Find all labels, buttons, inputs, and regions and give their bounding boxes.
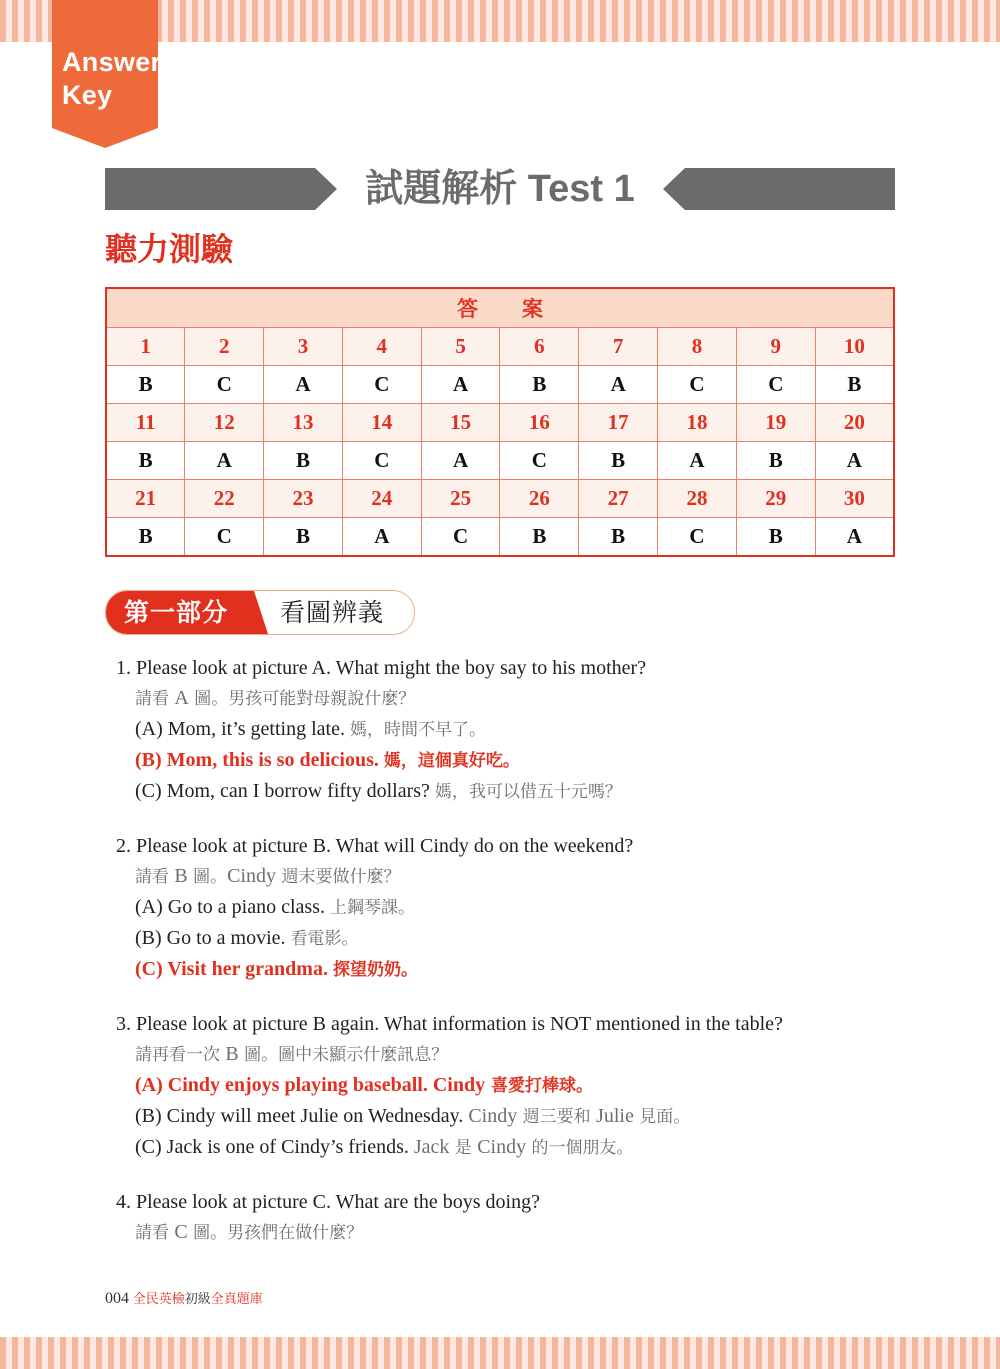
answer-letter: B bbox=[106, 442, 185, 480]
answer-letter: A bbox=[658, 442, 737, 480]
question-number: 7 bbox=[579, 328, 658, 366]
option-translation: 週三要和 bbox=[517, 1107, 597, 1127]
bottom-stripe-border bbox=[0, 1337, 1000, 1369]
answer-letter: A bbox=[815, 518, 894, 557]
question-number: 13 bbox=[264, 404, 343, 442]
option-translation: 媽，時間不早了。 bbox=[349, 720, 486, 740]
question-number: 14 bbox=[342, 404, 421, 442]
option-text: (A) Mom, it’s getting late. bbox=[135, 718, 350, 740]
option-translation: 喜愛打棒球。 bbox=[485, 1076, 594, 1096]
option-line-correct bbox=[116, 954, 936, 985]
question-text: 1. Please look at picture A. What might the boy say to his mother? bbox=[116, 657, 647, 679]
question-number: 4 bbox=[342, 328, 421, 366]
answer-key-line2: Key bbox=[62, 80, 113, 110]
option-translation: 上鋼琴課。 bbox=[329, 898, 415, 918]
footer-book-title-part1: 全民英檢 bbox=[132, 1292, 185, 1307]
answer-table bbox=[105, 287, 895, 557]
question-number: 6 bbox=[500, 328, 579, 366]
question-translation bbox=[116, 1039, 936, 1070]
question-number: 28 bbox=[658, 480, 737, 518]
answer-letter: B bbox=[736, 442, 815, 480]
option-line bbox=[116, 892, 936, 923]
answer-letter: A bbox=[264, 366, 343, 404]
question-number: 5 bbox=[421, 328, 500, 366]
translation-letter: B bbox=[174, 865, 188, 887]
footer-book-title-part3: 全真題庫 bbox=[210, 1292, 263, 1307]
title-arrow-left bbox=[105, 168, 337, 210]
answer-letter: C bbox=[342, 366, 421, 404]
answer-letter: B bbox=[106, 366, 185, 404]
answer-letter: B bbox=[815, 366, 894, 404]
translation-letter: C bbox=[174, 1221, 188, 1243]
title-arrow-right bbox=[663, 168, 895, 210]
question-number: 1 bbox=[106, 328, 185, 366]
question-block bbox=[116, 1187, 936, 1248]
option-text: (C) Visit her grandma. bbox=[135, 958, 333, 980]
answer-letter: C bbox=[421, 518, 500, 557]
question-text: 4. Please look at picture C. What are the boys doing? bbox=[116, 1191, 540, 1213]
answer-letter: C bbox=[736, 366, 815, 404]
answer-letter: B bbox=[264, 518, 343, 557]
question-number: 22 bbox=[185, 480, 264, 518]
table-row-answers bbox=[106, 518, 894, 557]
answer-letter: A bbox=[579, 366, 658, 404]
answer-letter: B bbox=[500, 518, 579, 557]
question-number: 16 bbox=[500, 404, 579, 442]
option-line bbox=[116, 776, 936, 807]
option-translation: 見面。 bbox=[633, 1107, 691, 1127]
part-heading-pill bbox=[105, 590, 415, 635]
answer-letter: B bbox=[106, 518, 185, 557]
option-translation-name: Julie bbox=[596, 1105, 634, 1127]
translation-text: 請看 bbox=[135, 867, 175, 887]
answer-letter: A bbox=[815, 442, 894, 480]
option-text: (B) Mom, this is so delicious. bbox=[135, 749, 384, 771]
option-text: (A) Go to a piano class. bbox=[135, 896, 330, 918]
translation-text: 週末要做什麼？ bbox=[276, 867, 401, 887]
question-number: 25 bbox=[421, 480, 500, 518]
option-translation-name: Cindy bbox=[477, 1136, 527, 1158]
answer-letter: B bbox=[500, 366, 579, 404]
question-translation bbox=[116, 1217, 936, 1248]
question-translation bbox=[116, 683, 936, 714]
table-row-numbers bbox=[106, 480, 894, 518]
translation-letter: A bbox=[174, 687, 189, 709]
question-number: 19 bbox=[736, 404, 815, 442]
translation-text: 圖。 bbox=[187, 867, 228, 887]
option-translation: 媽，我可以借五十元嗎？ bbox=[434, 782, 622, 802]
question-number: 12 bbox=[185, 404, 264, 442]
page-number: 004 bbox=[105, 1290, 129, 1307]
answer-letter: A bbox=[421, 366, 500, 404]
part-title-label: 看圖辨義 bbox=[280, 598, 385, 627]
question-number: 8 bbox=[658, 328, 737, 366]
table-row-answers bbox=[106, 442, 894, 480]
answer-table-header: 答案 bbox=[106, 288, 894, 328]
question-translation bbox=[116, 861, 936, 892]
question-number: 21 bbox=[106, 480, 185, 518]
translation-name: Cindy bbox=[227, 865, 277, 887]
question-number: 17 bbox=[579, 404, 658, 442]
answer-letter: A bbox=[342, 518, 421, 557]
answer-letter: A bbox=[421, 442, 500, 480]
answer-letter: C bbox=[185, 518, 264, 557]
translation-text: 圖。男孩們在做什麼？ bbox=[187, 1223, 364, 1243]
option-line-correct bbox=[116, 745, 936, 776]
page-title: 試題解析 Test 1 bbox=[365, 168, 635, 210]
question-number: 10 bbox=[815, 328, 894, 366]
translation-text: 請再看一次 bbox=[135, 1045, 226, 1065]
question-number: 29 bbox=[736, 480, 815, 518]
answer-letter: B bbox=[736, 518, 815, 557]
option-translation-name: Cindy bbox=[432, 1074, 486, 1096]
option-text: (A) Cindy enjoys playing baseball. bbox=[135, 1074, 433, 1096]
answer-letter: C bbox=[658, 518, 737, 557]
option-translation: 是 bbox=[449, 1138, 478, 1158]
question-number: 23 bbox=[264, 480, 343, 518]
option-text: (B) Go to a movie. bbox=[135, 927, 291, 949]
question-number: 15 bbox=[421, 404, 500, 442]
option-text: (C) Mom, can I borrow fifty dollars? bbox=[135, 780, 435, 802]
section-heading: 聽力測驗 bbox=[105, 230, 234, 268]
footer-book-title-part2: 初級 bbox=[184, 1292, 211, 1307]
question-block bbox=[116, 831, 936, 985]
translation-text: 圖。男孩可能對母親說什麼？ bbox=[188, 689, 416, 709]
question-block bbox=[116, 1009, 936, 1163]
table-row-answers bbox=[106, 366, 894, 404]
question-number: 24 bbox=[342, 480, 421, 518]
option-line bbox=[116, 714, 936, 745]
question-text: 2. Please look at picture B. What will Cindy do on the weekend? bbox=[116, 835, 634, 857]
translation-text: 請看 bbox=[135, 689, 175, 709]
answer-letter: C bbox=[658, 366, 737, 404]
translation-text: 圖。圖中未顯示什麼訊息？ bbox=[238, 1045, 449, 1065]
page-footer bbox=[105, 1289, 263, 1310]
translation-letter: B bbox=[225, 1043, 239, 1065]
question-number: 2 bbox=[185, 328, 264, 366]
option-translation: 媽，這個真好吃。 bbox=[383, 751, 520, 771]
answer-letter: A bbox=[185, 442, 264, 480]
option-line bbox=[116, 1101, 936, 1132]
answer-letter: C bbox=[500, 442, 579, 480]
question-block bbox=[116, 653, 936, 807]
question-number: 27 bbox=[579, 480, 658, 518]
question-number: 26 bbox=[500, 480, 579, 518]
question-text: 3. Please look at picture B again. What information is NOT mentioned in the table? bbox=[116, 1013, 783, 1035]
option-text: (C) Jack is one of Cindy’s friends. bbox=[135, 1136, 414, 1158]
question-number: 3 bbox=[264, 328, 343, 366]
answer-key-label bbox=[62, 46, 162, 112]
answer-letter: C bbox=[342, 442, 421, 480]
option-translation: 看電影。 bbox=[290, 929, 359, 949]
option-line-correct bbox=[116, 1070, 936, 1101]
answer-letter: C bbox=[185, 366, 264, 404]
question-number: 20 bbox=[815, 404, 894, 442]
answer-letter: B bbox=[579, 518, 658, 557]
option-translation: 探望奶奶。 bbox=[332, 960, 418, 980]
option-line bbox=[116, 923, 936, 954]
question-number: 11 bbox=[106, 404, 185, 442]
part-number-label: 第一部分 bbox=[124, 598, 229, 627]
option-translation-name: Jack bbox=[413, 1136, 450, 1158]
question-number: 30 bbox=[815, 480, 894, 518]
table-row-numbers bbox=[106, 404, 894, 442]
answer-letter: B bbox=[579, 442, 658, 480]
question-number: 9 bbox=[736, 328, 815, 366]
question-number: 18 bbox=[658, 404, 737, 442]
option-line bbox=[116, 1132, 936, 1163]
answer-letter: B bbox=[264, 442, 343, 480]
option-text: (B) Cindy will meet Julie on Wednesday. bbox=[135, 1105, 469, 1127]
answer-key-line1: Answer bbox=[62, 47, 162, 77]
option-translation: 的一個朋友。 bbox=[526, 1138, 634, 1158]
table-row-numbers bbox=[106, 328, 894, 366]
option-translation-name: Cindy bbox=[468, 1105, 518, 1127]
translation-text: 請看 bbox=[135, 1223, 175, 1243]
